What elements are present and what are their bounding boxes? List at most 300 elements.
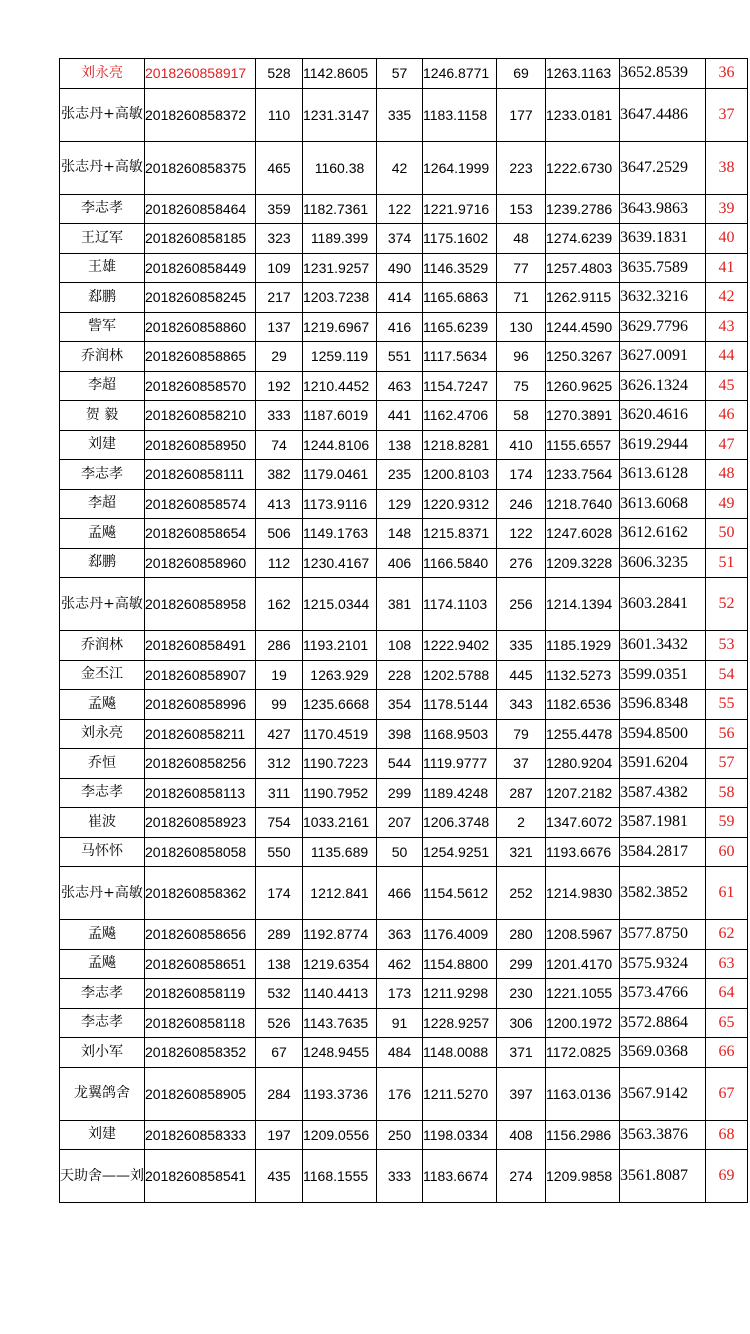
- race2-rank-cell: 50: [377, 837, 423, 867]
- race1-speed-cell: 1143.7635: [303, 1008, 377, 1038]
- race3-rank-cell: 335: [497, 631, 546, 661]
- table-row: [60, 660, 748, 690]
- ring-number-cell: 2018260858333: [145, 1120, 256, 1150]
- race1-rank-cell: 109: [256, 253, 303, 283]
- race3-rank-cell: 122: [497, 519, 546, 549]
- overall-rank-cell: 51: [706, 548, 748, 578]
- overall-rank-cell: 56: [706, 719, 748, 749]
- race3-rank-cell: 343: [497, 690, 546, 720]
- total-score-cell: 3599.0351: [620, 660, 706, 690]
- race2-rank-cell: 363: [377, 920, 423, 950]
- race3-speed-cell: 1263.1163: [546, 59, 620, 89]
- ring-number-cell: 2018260858958: [145, 578, 256, 631]
- race2-speed-cell: 1119.9777: [423, 749, 497, 779]
- ring-number-cell: 2018260858058: [145, 837, 256, 867]
- race1-rank-cell: 528: [256, 59, 303, 89]
- race3-speed-cell: 1185.1929: [546, 631, 620, 661]
- ring-number-cell: 2018260858860: [145, 312, 256, 342]
- race1-rank-cell: 137: [256, 312, 303, 342]
- race3-speed-cell: 1250.3267: [546, 342, 620, 372]
- race3-speed-cell: 1262.9115: [546, 283, 620, 313]
- race2-rank-cell: 299: [377, 778, 423, 808]
- overall-rank-cell: 66: [706, 1038, 748, 1068]
- race3-speed-cell: 1233.7564: [546, 460, 620, 490]
- table-row: [60, 1038, 748, 1068]
- table-row: [60, 808, 748, 838]
- race3-rank-cell: 130: [497, 312, 546, 342]
- overall-rank-cell: 40: [706, 224, 748, 254]
- table-row: [60, 430, 748, 460]
- ring-number-cell: 2018260858245: [145, 283, 256, 313]
- owner-cell: 孟飚: [60, 690, 145, 720]
- table-row: [60, 1067, 748, 1120]
- race2-speed-cell: 1206.3748: [423, 808, 497, 838]
- race3-speed-cell: 1218.7640: [546, 489, 620, 519]
- race3-rank-cell: 75: [497, 371, 546, 401]
- race1-speed-cell: 1182.7361: [303, 194, 377, 224]
- owner-cell: 刘永亮: [60, 59, 145, 89]
- race1-speed-cell: 1230.4167: [303, 548, 377, 578]
- total-score-cell: 3606.3235: [620, 548, 706, 578]
- race2-speed-cell: 1174.1103: [423, 578, 497, 631]
- owner-cell: 张志丹+高敏: [60, 578, 145, 631]
- total-score-cell: 3643.9863: [620, 194, 706, 224]
- overall-rank-cell: 39: [706, 194, 748, 224]
- race3-speed-cell: 1207.2182: [546, 778, 620, 808]
- race3-rank-cell: 177: [497, 88, 546, 141]
- race1-speed-cell: 1170.4519: [303, 719, 377, 749]
- race1-rank-cell: 413: [256, 489, 303, 519]
- race2-speed-cell: 1228.9257: [423, 1008, 497, 1038]
- race1-speed-cell: 1235.6668: [303, 690, 377, 720]
- race3-speed-cell: 1239.2786: [546, 194, 620, 224]
- race3-speed-cell: 1209.9858: [546, 1150, 620, 1203]
- total-score-cell: 3635.7589: [620, 253, 706, 283]
- race3-speed-cell: 1257.4803: [546, 253, 620, 283]
- race1-speed-cell: 1248.9455: [303, 1038, 377, 1068]
- race3-speed-cell: 1270.3891: [546, 401, 620, 431]
- race3-rank-cell: 274: [497, 1150, 546, 1203]
- total-score-cell: 3639.1831: [620, 224, 706, 254]
- race1-speed-cell: 1231.3147: [303, 88, 377, 141]
- overall-rank-cell: 68: [706, 1120, 748, 1150]
- race3-rank-cell: 71: [497, 283, 546, 313]
- race1-rank-cell: 312: [256, 749, 303, 779]
- race1-speed-cell: 1215.0344: [303, 578, 377, 631]
- race3-speed-cell: 1163.0136: [546, 1067, 620, 1120]
- race2-speed-cell: 1218.8281: [423, 430, 497, 460]
- race2-speed-cell: 1215.8371: [423, 519, 497, 549]
- ring-number-cell: 2018260858917: [145, 59, 256, 89]
- race1-rank-cell: 197: [256, 1120, 303, 1150]
- ring-number-cell: 2018260858541: [145, 1150, 256, 1203]
- race2-rank-cell: 108: [377, 631, 423, 661]
- race1-rank-cell: 323: [256, 224, 303, 254]
- ring-number-cell: 2018260858119: [145, 979, 256, 1009]
- ring-number-cell: 2018260858950: [145, 430, 256, 460]
- owner-cell: 王雄: [60, 253, 145, 283]
- race2-rank-cell: 463: [377, 371, 423, 401]
- race3-speed-cell: 1172.0825: [546, 1038, 620, 1068]
- total-score-cell: 3612.6162: [620, 519, 706, 549]
- race2-rank-cell: 354: [377, 690, 423, 720]
- table-row: [60, 88, 748, 141]
- race2-speed-cell: 1165.6239: [423, 312, 497, 342]
- race2-rank-cell: 416: [377, 312, 423, 342]
- table-row: [60, 578, 748, 631]
- race1-rank-cell: 284: [256, 1067, 303, 1120]
- race1-rank-cell: 333: [256, 401, 303, 431]
- race2-speed-cell: 1222.9402: [423, 631, 497, 661]
- table-row: [60, 979, 748, 1009]
- race1-speed-cell: 1135.689: [303, 837, 377, 867]
- race1-rank-cell: 138: [256, 949, 303, 979]
- race1-speed-cell: 1193.2101: [303, 631, 377, 661]
- table-row: [60, 631, 748, 661]
- race3-rank-cell: 287: [497, 778, 546, 808]
- owner-cell: 郄鹏: [60, 283, 145, 313]
- total-score-cell: 3569.0368: [620, 1038, 706, 1068]
- table-row: [60, 690, 748, 720]
- table-row: [60, 401, 748, 431]
- ring-number-cell: 2018260858865: [145, 342, 256, 372]
- race2-rank-cell: 228: [377, 660, 423, 690]
- race2-speed-cell: 1165.6863: [423, 283, 497, 313]
- race2-speed-cell: 1166.5840: [423, 548, 497, 578]
- owner-cell: 訾军: [60, 312, 145, 342]
- ring-number-cell: 2018260858210: [145, 401, 256, 431]
- race2-rank-cell: 57: [377, 59, 423, 89]
- owner-cell: 孟飚: [60, 519, 145, 549]
- owner-cell: 李志孝: [60, 979, 145, 1009]
- race1-speed-cell: 1210.4452: [303, 371, 377, 401]
- race3-speed-cell: 1132.5273: [546, 660, 620, 690]
- race2-rank-cell: 462: [377, 949, 423, 979]
- table-row: [60, 489, 748, 519]
- race2-rank-cell: 173: [377, 979, 423, 1009]
- race2-speed-cell: 1202.5788: [423, 660, 497, 690]
- ring-number-cell: 2018260858185: [145, 224, 256, 254]
- race2-rank-cell: 544: [377, 749, 423, 779]
- overall-rank-cell: 43: [706, 312, 748, 342]
- overall-rank-cell: 49: [706, 489, 748, 519]
- race2-speed-cell: 1211.5270: [423, 1067, 497, 1120]
- table-row: [60, 867, 748, 920]
- race3-rank-cell: 280: [497, 920, 546, 950]
- total-score-cell: 3620.4616: [620, 401, 706, 431]
- race2-speed-cell: 1162.4706: [423, 401, 497, 431]
- owner-cell: 乔润林: [60, 342, 145, 372]
- race2-speed-cell: 1246.8771: [423, 59, 497, 89]
- owner-cell: 张志丹+高敏: [60, 867, 145, 920]
- race3-speed-cell: 1214.1394: [546, 578, 620, 631]
- race2-speed-cell: 1148.0088: [423, 1038, 497, 1068]
- overall-rank-cell: 64: [706, 979, 748, 1009]
- overall-rank-cell: 47: [706, 430, 748, 460]
- race2-speed-cell: 1221.9716: [423, 194, 497, 224]
- race1-rank-cell: 74: [256, 430, 303, 460]
- table-row: [60, 371, 748, 401]
- total-score-cell: 3563.3876: [620, 1120, 706, 1150]
- race1-rank-cell: 19: [256, 660, 303, 690]
- race2-speed-cell: 1176.4009: [423, 920, 497, 950]
- race1-rank-cell: 427: [256, 719, 303, 749]
- owner-cell: 孟飚: [60, 920, 145, 950]
- race1-rank-cell: 217: [256, 283, 303, 313]
- overall-rank-cell: 62: [706, 920, 748, 950]
- overall-rank-cell: 45: [706, 371, 748, 401]
- race2-speed-cell: 1220.9312: [423, 489, 497, 519]
- owner-cell: 李超: [60, 489, 145, 519]
- total-score-cell: 3582.3852: [620, 867, 706, 920]
- overall-rank-cell: 55: [706, 690, 748, 720]
- race3-rank-cell: 79: [497, 719, 546, 749]
- ring-number-cell: 2018260858464: [145, 194, 256, 224]
- ring-number-cell: 2018260858570: [145, 371, 256, 401]
- table-row: [60, 59, 748, 89]
- race3-speed-cell: 1200.1972: [546, 1008, 620, 1038]
- total-score-cell: 3632.3216: [620, 283, 706, 313]
- race3-speed-cell: 1260.9625: [546, 371, 620, 401]
- overall-rank-cell: 69: [706, 1150, 748, 1203]
- race2-speed-cell: 1200.8103: [423, 460, 497, 490]
- overall-rank-cell: 59: [706, 808, 748, 838]
- table-row: [60, 1150, 748, 1203]
- overall-rank-cell: 57: [706, 749, 748, 779]
- total-score-cell: 3626.1324: [620, 371, 706, 401]
- overall-rank-cell: 67: [706, 1067, 748, 1120]
- race3-rank-cell: 276: [497, 548, 546, 578]
- race2-rank-cell: 381: [377, 578, 423, 631]
- race2-rank-cell: 129: [377, 489, 423, 519]
- race1-rank-cell: 506: [256, 519, 303, 549]
- race2-speed-cell: 1154.7247: [423, 371, 497, 401]
- race3-rank-cell: 246: [497, 489, 546, 519]
- race3-rank-cell: 230: [497, 979, 546, 1009]
- race3-speed-cell: 1255.4478: [546, 719, 620, 749]
- race1-rank-cell: 465: [256, 141, 303, 194]
- total-score-cell: 3572.8864: [620, 1008, 706, 1038]
- overall-rank-cell: 48: [706, 460, 748, 490]
- ring-number-cell: 2018260858656: [145, 920, 256, 950]
- ring-number-cell: 2018260858352: [145, 1038, 256, 1068]
- table-row: [60, 194, 748, 224]
- overall-rank-cell: 38: [706, 141, 748, 194]
- overall-rank-cell: 37: [706, 88, 748, 141]
- race1-speed-cell: 1219.6967: [303, 312, 377, 342]
- race2-speed-cell: 1154.8800: [423, 949, 497, 979]
- race1-speed-cell: 1219.6354: [303, 949, 377, 979]
- race1-speed-cell: 1189.399: [303, 224, 377, 254]
- owner-cell: 乔恒: [60, 749, 145, 779]
- race2-rank-cell: 207: [377, 808, 423, 838]
- race2-speed-cell: 1154.5612: [423, 867, 497, 920]
- race3-rank-cell: 299: [497, 949, 546, 979]
- race1-speed-cell: 1187.6019: [303, 401, 377, 431]
- race3-rank-cell: 48: [497, 224, 546, 254]
- race3-rank-cell: 408: [497, 1120, 546, 1150]
- race3-rank-cell: 252: [497, 867, 546, 920]
- table-row: [60, 342, 748, 372]
- race1-speed-cell: 1193.3736: [303, 1067, 377, 1120]
- table-row: [60, 548, 748, 578]
- overall-rank-cell: 50: [706, 519, 748, 549]
- table-row: [60, 719, 748, 749]
- owner-cell: 刘小军: [60, 1038, 145, 1068]
- race2-rank-cell: 250: [377, 1120, 423, 1150]
- owner-cell: 李超: [60, 371, 145, 401]
- overall-rank-cell: 46: [706, 401, 748, 431]
- race1-rank-cell: 382: [256, 460, 303, 490]
- total-score-cell: 3584.2817: [620, 837, 706, 867]
- race2-rank-cell: 414: [377, 283, 423, 313]
- ring-number-cell: 2018260858905: [145, 1067, 256, 1120]
- race3-speed-cell: 1201.4170: [546, 949, 620, 979]
- ring-number-cell: 2018260858256: [145, 749, 256, 779]
- owner-cell: 李志孝: [60, 1008, 145, 1038]
- race3-rank-cell: 96: [497, 342, 546, 372]
- total-score-cell: 3573.4766: [620, 979, 706, 1009]
- race1-rank-cell: 67: [256, 1038, 303, 1068]
- total-score-cell: 3629.7796: [620, 312, 706, 342]
- race1-rank-cell: 286: [256, 631, 303, 661]
- race3-rank-cell: 223: [497, 141, 546, 194]
- race2-rank-cell: 91: [377, 1008, 423, 1038]
- owner-cell: 马怀怀: [60, 837, 145, 867]
- owner-cell: 刘建: [60, 1120, 145, 1150]
- race1-speed-cell: 1192.8774: [303, 920, 377, 950]
- owner-cell: 刘建: [60, 430, 145, 460]
- race2-speed-cell: 1189.4248: [423, 778, 497, 808]
- race3-rank-cell: 153: [497, 194, 546, 224]
- race2-speed-cell: 1168.9503: [423, 719, 497, 749]
- race1-speed-cell: 1209.0556: [303, 1120, 377, 1150]
- race2-speed-cell: 1183.1158: [423, 88, 497, 141]
- race1-speed-cell: 1179.0461: [303, 460, 377, 490]
- race3-rank-cell: 445: [497, 660, 546, 690]
- race3-speed-cell: 1233.0181: [546, 88, 620, 141]
- race1-speed-cell: 1173.9116: [303, 489, 377, 519]
- table-row: [60, 283, 748, 313]
- race3-speed-cell: 1247.6028: [546, 519, 620, 549]
- total-score-cell: 3561.8087: [620, 1150, 706, 1203]
- total-score-cell: 3647.4486: [620, 88, 706, 141]
- race2-rank-cell: 138: [377, 430, 423, 460]
- ring-number-cell: 2018260858491: [145, 631, 256, 661]
- total-score-cell: 3577.8750: [620, 920, 706, 950]
- overall-rank-cell: 44: [706, 342, 748, 372]
- race3-rank-cell: 306: [497, 1008, 546, 1038]
- overall-rank-cell: 58: [706, 778, 748, 808]
- race1-speed-cell: 1231.9257: [303, 253, 377, 283]
- ring-number-cell: 2018260858907: [145, 660, 256, 690]
- table-row: [60, 253, 748, 283]
- total-score-cell: 3619.2944: [620, 430, 706, 460]
- race1-speed-cell: 1140.4413: [303, 979, 377, 1009]
- race3-speed-cell: 1221.1055: [546, 979, 620, 1009]
- race2-rank-cell: 484: [377, 1038, 423, 1068]
- race1-rank-cell: 192: [256, 371, 303, 401]
- race2-rank-cell: 148: [377, 519, 423, 549]
- race1-rank-cell: 435: [256, 1150, 303, 1203]
- race2-speed-cell: 1254.9251: [423, 837, 497, 867]
- overall-rank-cell: 60: [706, 837, 748, 867]
- race1-rank-cell: 754: [256, 808, 303, 838]
- race2-rank-cell: 406: [377, 548, 423, 578]
- table-row: [60, 141, 748, 194]
- race3-speed-cell: 1347.6072: [546, 808, 620, 838]
- ring-number-cell: 2018260858651: [145, 949, 256, 979]
- race1-rank-cell: 112: [256, 548, 303, 578]
- race2-rank-cell: 235: [377, 460, 423, 490]
- race1-speed-cell: 1149.1763: [303, 519, 377, 549]
- total-score-cell: 3587.4382: [620, 778, 706, 808]
- race2-speed-cell: 1264.1999: [423, 141, 497, 194]
- table-row: [60, 837, 748, 867]
- owner-cell: 张志丹+高敏: [60, 141, 145, 194]
- race1-speed-cell: 1263.929: [303, 660, 377, 690]
- owner-cell: 乔润林: [60, 631, 145, 661]
- ring-number-cell: 2018260858111: [145, 460, 256, 490]
- race3-rank-cell: 69: [497, 59, 546, 89]
- owner-cell: 张志丹+高敏: [60, 88, 145, 141]
- total-score-cell: 3601.3432: [620, 631, 706, 661]
- ring-number-cell: 2018260858113: [145, 778, 256, 808]
- total-score-cell: 3591.6204: [620, 749, 706, 779]
- race1-speed-cell: 1160.38: [303, 141, 377, 194]
- race2-rank-cell: 551: [377, 342, 423, 372]
- table-row: [60, 460, 748, 490]
- owner-cell: 天助舍——刘: [60, 1150, 145, 1203]
- race3-rank-cell: 58: [497, 401, 546, 431]
- race3-speed-cell: 1156.2986: [546, 1120, 620, 1150]
- owner-cell: 郄鹏: [60, 548, 145, 578]
- race2-rank-cell: 122: [377, 194, 423, 224]
- table-row: [60, 749, 748, 779]
- race2-speed-cell: 1183.6674: [423, 1150, 497, 1203]
- race1-rank-cell: 526: [256, 1008, 303, 1038]
- race1-rank-cell: 550: [256, 837, 303, 867]
- race2-rank-cell: 374: [377, 224, 423, 254]
- race2-speed-cell: 1211.9298: [423, 979, 497, 1009]
- race1-speed-cell: 1033.2161: [303, 808, 377, 838]
- table-row: [60, 949, 748, 979]
- overall-rank-cell: 52: [706, 578, 748, 631]
- race1-rank-cell: 359: [256, 194, 303, 224]
- race1-speed-cell: 1203.7238: [303, 283, 377, 313]
- table-row: [60, 312, 748, 342]
- overall-rank-cell: 61: [706, 867, 748, 920]
- race1-speed-cell: 1244.8106: [303, 430, 377, 460]
- race2-rank-cell: 466: [377, 867, 423, 920]
- race3-rank-cell: 371: [497, 1038, 546, 1068]
- total-score-cell: 3594.8500: [620, 719, 706, 749]
- race2-rank-cell: 333: [377, 1150, 423, 1203]
- race2-speed-cell: 1198.0334: [423, 1120, 497, 1150]
- race1-rank-cell: 174: [256, 867, 303, 920]
- race3-rank-cell: 2: [497, 808, 546, 838]
- race3-speed-cell: 1244.4590: [546, 312, 620, 342]
- race1-rank-cell: 311: [256, 778, 303, 808]
- race3-speed-cell: 1214.9830: [546, 867, 620, 920]
- table-row: [60, 778, 748, 808]
- race3-speed-cell: 1193.6676: [546, 837, 620, 867]
- race2-rank-cell: 176: [377, 1067, 423, 1120]
- race2-speed-cell: 1178.5144: [423, 690, 497, 720]
- race2-rank-cell: 490: [377, 253, 423, 283]
- race3-speed-cell: 1209.3228: [546, 548, 620, 578]
- race1-speed-cell: 1212.841: [303, 867, 377, 920]
